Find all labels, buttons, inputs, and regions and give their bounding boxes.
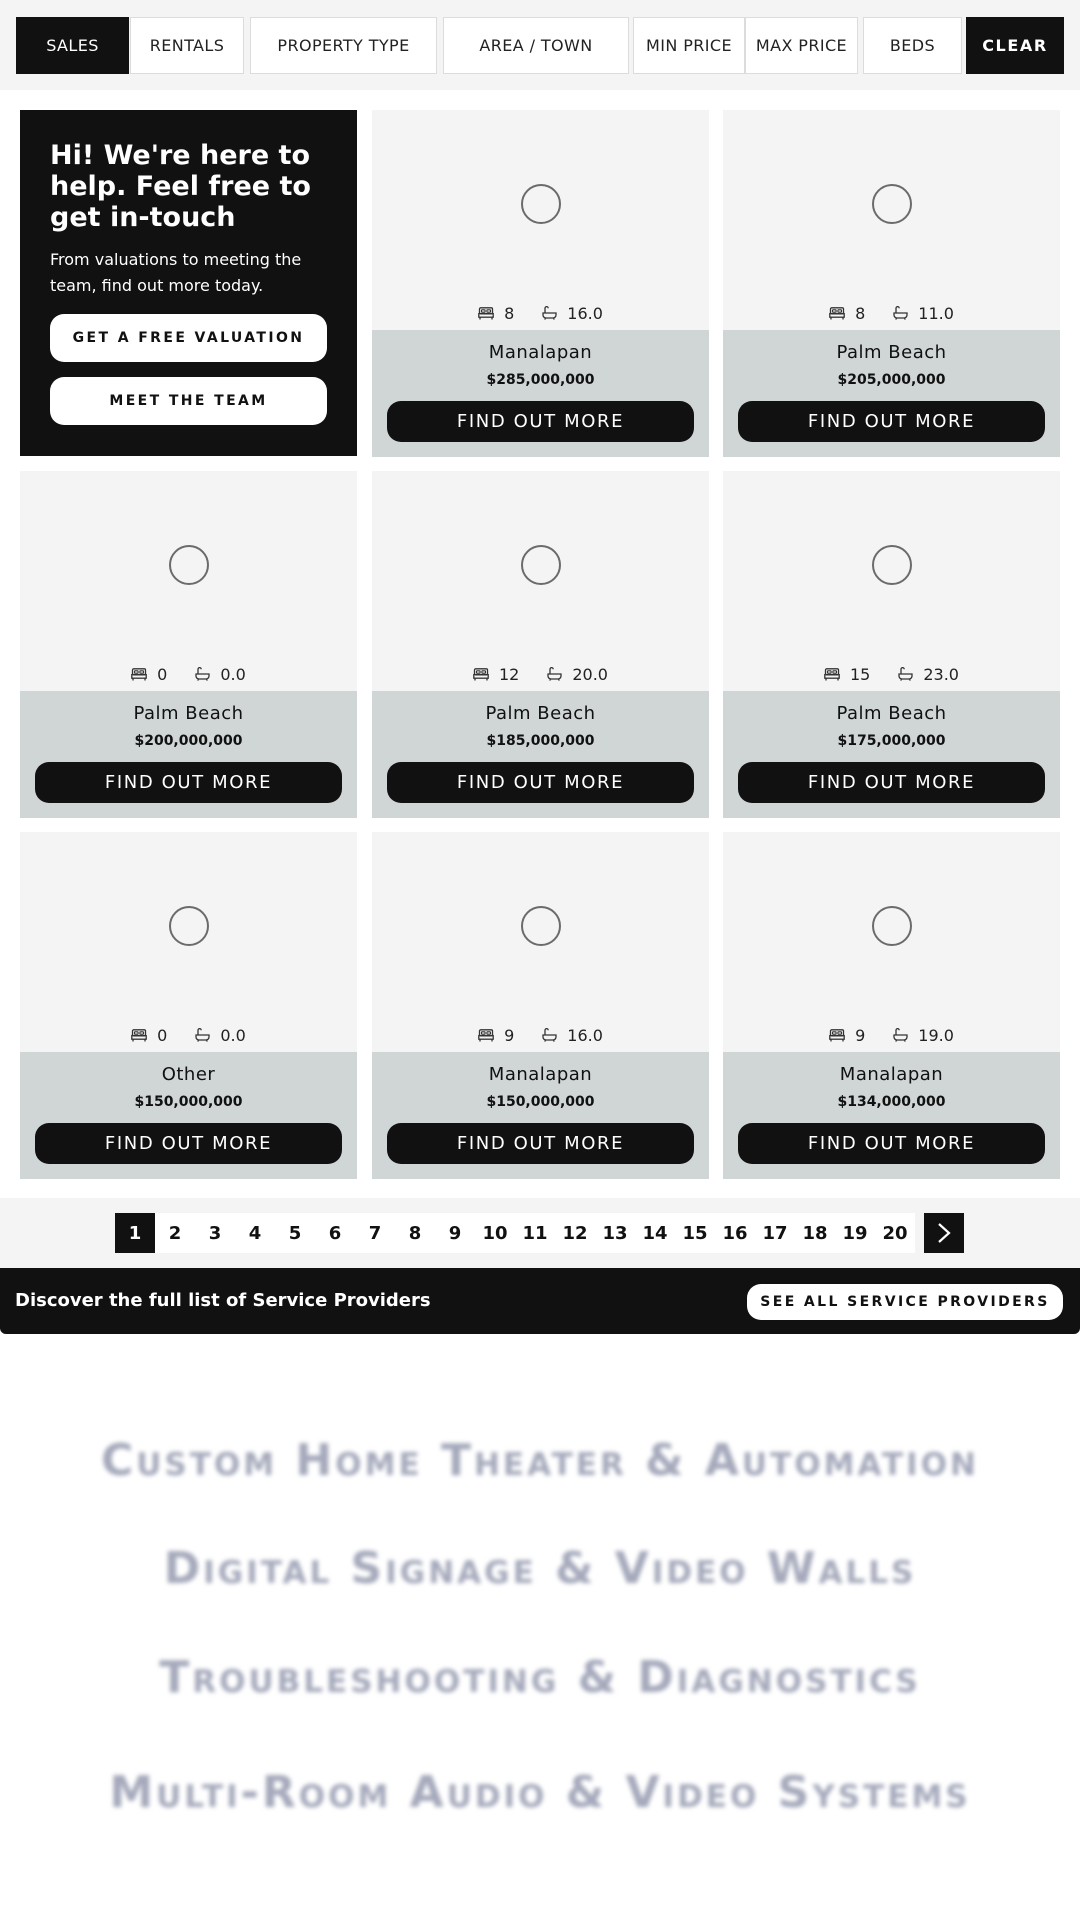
listing-specs — [723, 1024, 1060, 1046]
loading-circle-icon — [169, 545, 209, 585]
listing-info — [723, 1052, 1060, 1179]
filter-beds[interactable]: BEDS — [863, 17, 962, 74]
listing-price: $185,000,000 — [486, 733, 595, 749]
page-number-15[interactable]: 15 — [675, 1213, 715, 1253]
see-all-service-providers-button[interactable]: SEE ALL SERVICE PROVIDERS — [747, 1284, 1063, 1320]
filter-bar — [0, 0, 1080, 90]
page-number-8[interactable]: 8 — [395, 1213, 435, 1253]
beds-count: 9 — [855, 1025, 866, 1045]
listing-image[interactable] — [372, 110, 709, 330]
bathtub-icon — [893, 1028, 908, 1042]
bed-icon — [829, 307, 845, 320]
filter-rentals-tab[interactable]: RENTALS — [130, 17, 244, 74]
pagination — [0, 1198, 1080, 1268]
listing-info — [372, 691, 709, 818]
clear-filters-button[interactable]: CLEAR — [966, 17, 1064, 74]
listing-info — [20, 691, 357, 818]
listing-image[interactable] — [20, 832, 357, 1052]
loading-circle-icon — [872, 184, 912, 224]
beds-count: 0 — [157, 1025, 168, 1045]
page-number-20[interactable]: 20 — [875, 1213, 915, 1253]
bed-icon — [478, 307, 494, 320]
listing-town: Manalapan — [488, 342, 593, 363]
chevron-right-icon — [936, 1222, 952, 1244]
baths-count: 20.0 — [572, 664, 608, 684]
listing-card[interactable] — [372, 471, 709, 818]
page-number-14[interactable]: 14 — [635, 1213, 675, 1253]
listing-info — [20, 1052, 357, 1179]
loading-circle-icon — [872, 545, 912, 585]
listing-image[interactable] — [20, 471, 357, 691]
filter-max-price[interactable]: MAX PRICE — [745, 17, 858, 74]
bathtub-icon — [893, 306, 908, 320]
listing-town: Palm Beach — [485, 703, 596, 724]
service-item: Troubleshooting & Diagnostics — [159, 1652, 921, 1703]
find-out-more-button[interactable]: FIND OUT MORE — [387, 1123, 694, 1164]
bed-icon — [824, 668, 840, 681]
filter-sales-tab[interactable]: SALES — [16, 17, 129, 74]
next-page-button[interactable] — [924, 1213, 964, 1253]
listing-price: $205,000,000 — [837, 372, 946, 388]
baths-count: 19.0 — [918, 1025, 954, 1045]
listing-specs — [723, 302, 1060, 324]
find-out-more-button[interactable]: FIND OUT MORE — [738, 401, 1045, 442]
bathtub-icon — [547, 667, 562, 681]
beds-count: 12 — [499, 664, 520, 684]
listing-specs — [372, 302, 709, 324]
listing-specs — [20, 1024, 357, 1046]
page-number-6[interactable]: 6 — [315, 1213, 355, 1253]
service-providers-text: Discover the full list of Service Providers — [15, 1290, 431, 1311]
listing-town: Other — [161, 1064, 216, 1085]
beds-count: 9 — [504, 1025, 515, 1045]
baths-count: 0.0 — [220, 1025, 246, 1045]
service-item: Custom Home Theater & Automation — [100, 1435, 980, 1486]
find-out-more-button[interactable]: FIND OUT MORE — [35, 1123, 342, 1164]
listing-image[interactable] — [723, 110, 1060, 330]
listing-card[interactable] — [372, 110, 709, 457]
baths-count: 16.0 — [567, 303, 603, 323]
listing-price: $175,000,000 — [837, 733, 946, 749]
beds-count: 0 — [157, 664, 168, 684]
bathtub-icon — [195, 667, 210, 681]
bed-icon — [478, 1029, 494, 1042]
loading-circle-icon — [872, 906, 912, 946]
listing-card[interactable] — [372, 832, 709, 1179]
find-out-more-button[interactable]: FIND OUT MORE — [387, 401, 694, 442]
page-number-5[interactable]: 5 — [275, 1213, 315, 1253]
listing-card[interactable] — [20, 832, 357, 1179]
page-number-7[interactable]: 7 — [355, 1213, 395, 1253]
listing-info — [723, 691, 1060, 818]
listing-image[interactable] — [372, 832, 709, 1052]
loading-circle-icon — [169, 906, 209, 946]
help-title: Hi! We're here to help. Feel free to get in-touch — [50, 140, 311, 233]
listing-info — [372, 330, 709, 457]
listing-town: Palm Beach — [836, 342, 947, 363]
listing-town: Manalapan — [488, 1064, 593, 1085]
listing-price: $200,000,000 — [134, 733, 243, 749]
page-number-2[interactable]: 2 — [155, 1213, 195, 1253]
listing-price: $134,000,000 — [837, 1094, 946, 1110]
filter-min-price[interactable]: MIN PRICE — [633, 17, 745, 74]
listing-town: Palm Beach — [836, 703, 947, 724]
listing-specs — [372, 1024, 709, 1046]
bathtub-icon — [542, 306, 557, 320]
page-number-9[interactable]: 9 — [435, 1213, 475, 1253]
page-number-3[interactable]: 3 — [195, 1213, 235, 1253]
listing-town: Manalapan — [839, 1064, 944, 1085]
listing-specs — [372, 663, 709, 685]
filter-area-town[interactable]: AREA / TOWN — [443, 17, 629, 74]
service-providers-banner — [0, 1268, 1080, 1334]
baths-count: 0.0 — [220, 664, 246, 684]
bathtub-icon — [542, 1028, 557, 1042]
loading-circle-icon — [521, 545, 561, 585]
listing-info — [723, 330, 1060, 457]
listing-card[interactable] — [723, 110, 1060, 457]
listing-card[interactable] — [20, 471, 357, 818]
listing-image[interactable] — [723, 471, 1060, 691]
page-number-16[interactable]: 16 — [715, 1213, 755, 1253]
loading-circle-icon — [521, 906, 561, 946]
service-item: Multi-Room Audio & Video Systems — [109, 1767, 971, 1818]
beds-count: 15 — [850, 664, 871, 684]
find-out-more-button[interactable]: FIND OUT MORE — [738, 1123, 1045, 1164]
meet-the-team-button[interactable]: MEET THE TEAM — [50, 377, 327, 425]
page-number-1[interactable]: 1 — [115, 1213, 155, 1253]
listing-price: $285,000,000 — [486, 372, 595, 388]
bed-icon — [829, 1029, 845, 1042]
find-out-more-button[interactable]: FIND OUT MORE — [387, 762, 694, 803]
help-text: From valuations to meeting the team, find out more today. — [50, 250, 302, 295]
bathtub-icon — [898, 667, 913, 681]
baths-count: 23.0 — [923, 664, 959, 684]
baths-count: 11.0 — [918, 303, 954, 323]
listing-image[interactable] — [723, 832, 1060, 1052]
listing-info — [372, 1052, 709, 1179]
listing-card[interactable] — [723, 832, 1060, 1179]
listing-specs — [723, 663, 1060, 685]
listing-card[interactable] — [723, 471, 1060, 818]
listing-image[interactable] — [372, 471, 709, 691]
listing-specs — [20, 663, 357, 685]
listing-town: Palm Beach — [133, 703, 244, 724]
page-number-19[interactable]: 19 — [835, 1213, 875, 1253]
page-number-13[interactable]: 13 — [595, 1213, 635, 1253]
page-number-4[interactable]: 4 — [235, 1213, 275, 1253]
filter-property-type[interactable]: PROPERTY TYPE — [250, 17, 437, 74]
find-out-more-button[interactable]: FIND OUT MORE — [738, 762, 1045, 803]
bed-icon — [473, 668, 489, 681]
page-number-11[interactable]: 11 — [515, 1213, 555, 1253]
find-out-more-button[interactable]: FIND OUT MORE — [35, 762, 342, 803]
beds-count: 8 — [504, 303, 515, 323]
page-number-12[interactable]: 12 — [555, 1213, 595, 1253]
service-item: Digital Signage & Video Walls — [163, 1543, 917, 1594]
beds-count: 8 — [855, 303, 866, 323]
bed-icon — [131, 1029, 147, 1042]
baths-count: 16.0 — [567, 1025, 603, 1045]
listing-price: $150,000,000 — [134, 1094, 243, 1110]
page-number-17[interactable]: 17 — [755, 1213, 795, 1253]
bathtub-icon — [195, 1028, 210, 1042]
page-number-18[interactable]: 18 — [795, 1213, 835, 1253]
bed-icon — [131, 668, 147, 681]
help-card — [20, 110, 357, 456]
free-valuation-button[interactable]: GET A FREE VALUATION — [50, 314, 327, 362]
listing-price: $150,000,000 — [486, 1094, 595, 1110]
page-number-10[interactable]: 10 — [475, 1213, 515, 1253]
loading-circle-icon — [521, 184, 561, 224]
